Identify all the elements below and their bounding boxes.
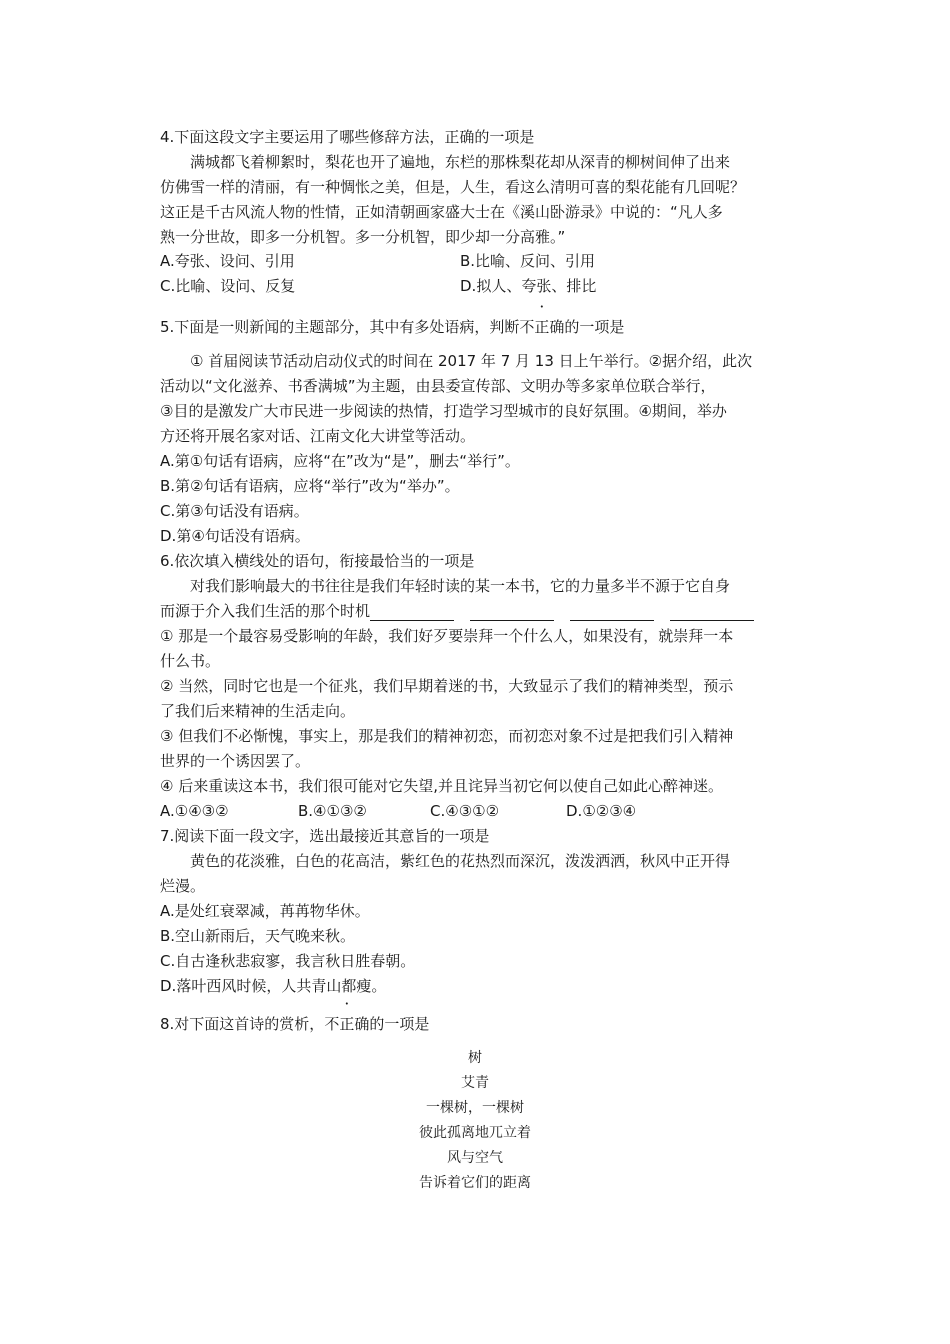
q5-title-emph: 不正确	[519, 318, 565, 336]
q6-item: ① 那是一个最容易受影响的年龄，我们好歹要崇拜一个什么人，如果没有，就崇拜一本	[160, 627, 734, 645]
q5-title-after: 的一项是	[564, 318, 625, 336]
q4-title: 4.下面这段文字主要运用了哪些修辞方法，正确的一项是	[160, 128, 535, 146]
q5-passage-line: 活动以“文化滋养、书香满城”为主题，由县委宣传部、文明办等多家单位联合举行，	[160, 377, 716, 395]
poem-title: 树	[468, 1050, 482, 1066]
q7-option-d: D.落叶西风时候，人共青山都瘦。	[160, 977, 387, 995]
q4-passage-line: 这正是千古风流人物的性情，正如清朝画家盛大士在《溪山卧游录》中说的：“凡人多	[160, 203, 723, 221]
q6-option-a: A.①④③②	[160, 802, 229, 820]
q8-title-after: 的一项是	[369, 1015, 430, 1033]
q5-passage-line: 方还将开展名家对话、江南文化大讲堂等活动。	[160, 427, 476, 445]
blank-line	[470, 605, 554, 621]
q5-option-a: A.第①句话有语病，应将“在”改为“是”，删去“举行”。	[160, 452, 520, 470]
q5-option-b: B.第②句话有语病，应将“举行”改为“举办”。	[160, 477, 460, 495]
q4-option-d: D.拟人、夸张、排比	[460, 277, 597, 295]
q6-item: 世界的一个诱因罢了。	[160, 752, 311, 770]
q7-option-c: C.自古逢秋悲寂寥，我言秋日胜春朝。	[160, 952, 416, 970]
q5-passage-line: ③目的是激发广大市民进一步阅读的热情，打造学习型城市的良好氛围。④期间，举办	[160, 402, 727, 420]
q7-passage-line: 烂漫。	[160, 877, 206, 895]
q7-option-b: B.空山新雨后，天气晚来秋。	[160, 927, 356, 945]
poem-line: 风与空气	[447, 1150, 503, 1166]
q4-option-c: C.比喻、设问、反复	[160, 277, 296, 295]
q6-item: 了我们后来精神的生活走向。	[160, 702, 356, 720]
blank-line	[670, 605, 754, 621]
poem-line: 告诉着它们的距离	[419, 1175, 531, 1191]
q4-passage-line: 仿佛雪一样的清丽，有一种惆怅之美，但是，人生，看这么清明可喜的梨花能有几回呢？	[160, 178, 746, 196]
q6-item: ② 当然，同时它也是一个征兆，我们早期着迷的书，大致显示了我们的精神类型，预示	[160, 677, 734, 695]
q8-title-before: 8.对下面这首诗的赏析，	[160, 1015, 325, 1033]
q5-option-d: D.第④句话没有语病。	[160, 527, 310, 545]
poem-author: 艾青	[461, 1075, 489, 1091]
blank-line	[570, 605, 654, 621]
q5-option-c: C.第③句话没有语病。	[160, 502, 309, 520]
q4-option-a: A.夸张、设问、引用	[160, 252, 295, 270]
q8-title-emph: 不正确	[324, 1015, 370, 1033]
q6-item: ④ 后来重读这本书，我们很可能对它失望,并且诧异当初它何以使自己如此心醉神迷。	[160, 777, 723, 795]
q6-item: ③ 但我们不必惭愧，事实上，那是我们的精神初恋，而初恋对象不过是把我们引入精神	[160, 727, 734, 745]
blank-line	[370, 605, 454, 621]
poem-line: 彼此孤离地兀立着	[419, 1125, 531, 1141]
q6-option-d: D.①②③④	[566, 802, 637, 820]
q6-option-b: B.④①③②	[298, 802, 367, 820]
q6-item: 什么书。	[160, 652, 221, 670]
q6-title: 6.依次填入横线处的语句，衔接最恰当的一项是	[160, 552, 475, 570]
q6-passage-line: 对我们影响最大的书往往是我们年轻时读的某一本书，它的力量多半不源于它自身	[190, 577, 731, 595]
q7-title: 7.阅读下面一段文字，选出最接近其意旨的一项是	[160, 827, 490, 845]
q5-passage-line: ① 首届阅读节活动启动仪式的时间在 2017 年 7 月 13 日上午举行。②据介绍，此次	[190, 352, 753, 370]
poem-line: 一棵树，一棵树	[426, 1100, 524, 1116]
q6-passage-line-with-blanks	[160, 601, 770, 621]
q5-title	[160, 317, 624, 337]
q6-option-c: C.④③①②	[430, 802, 500, 820]
q8-title	[160, 1014, 429, 1034]
q4-option-b: B.比喻、反问、引用	[460, 252, 596, 270]
q6-passage-line2: 而源于介入我们生活的那个时机	[160, 602, 371, 620]
q7-option-a: A.是处红衰翠减，苒苒物华休。	[160, 902, 370, 920]
q5-title-before: 5.下面是一则新闻的主题部分，其中有多处语病，判断	[160, 318, 520, 336]
q4-passage-line: 熟一分世故，即多一分机智。多一分机智，即少却一分高雅。”	[160, 228, 566, 246]
q4-passage-line: 满城都飞着柳絮时，梨花也开了遍地，东栏的那株梨花却从深青的柳树间伸了出来	[190, 153, 731, 171]
q7-passage-line: 黄色的花淡雅，白色的花高洁，紫红色的花热烈而深沉，泼泼洒洒，秋风中正开得	[190, 852, 731, 870]
